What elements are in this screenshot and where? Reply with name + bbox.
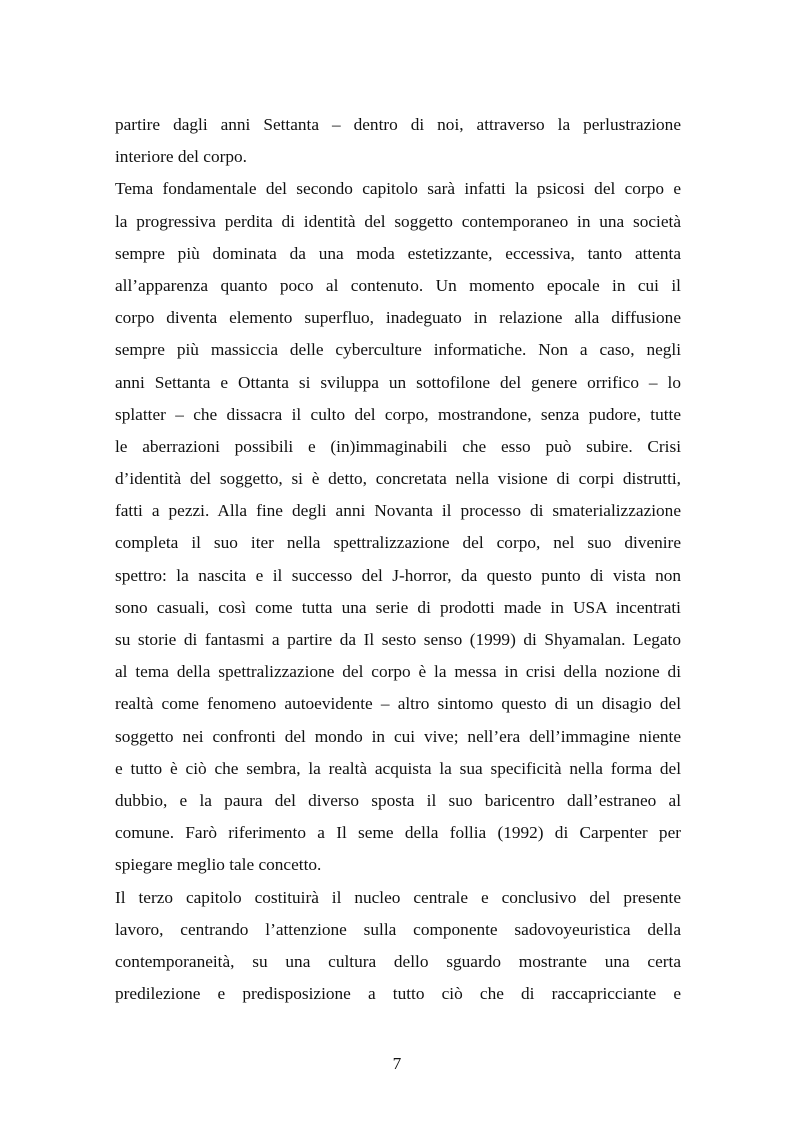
text-line: soggetto nei confronti del mondo in cui vive; nell’era dell’immagine niente [115,726,681,746]
text-line: interiore del corpo. [115,147,247,167]
text-line: anni Settanta e Ottanta si sviluppa un sottofilone del genere orrifico – lo [115,372,681,392]
text-line: e tutto è ciò che sembra, la realtà acquista la sua specificità nella forma del [115,758,681,778]
text-line: spiegare meglio tale concetto. [115,855,322,875]
text-line: sempre più dominata da una moda estetizzante, eccessiva, tanto attenta [115,243,681,263]
text-line: predilezione e predisposizione a tutto ciò che di raccapricciante e [115,984,681,1004]
text-line: spettro: la nascita e il successo del J-horror, da questo punto di vista non [115,565,681,585]
text-line: al tema della spettralizzazione del corpo è la messa in crisi della nozione di [115,662,681,682]
text-line: lavoro, centrando l’attenzione sulla componente sadovoyeuristica della [115,919,681,939]
text-line: completa il suo iter nella spettralizzazione del corpo, nel suo divenire [115,533,681,553]
text-line: Il terzo capitolo costituirà il nucleo centrale e conclusivo del presente [115,887,681,907]
text-line: dubbio, e la paura del diverso sposta il suo baricentro dall’estraneo al [115,790,681,810]
text-line: d’identità del soggetto, si è detto, concretata nella visione di corpi distrutti, [115,469,681,489]
text-line: realtà come fenomeno autoevidente – altro sintomo questo di un disagio del [115,694,681,714]
text-line: partire dagli anni Settanta – dentro di noi, attraverso la perlustrazione [115,115,681,134]
text-line: fatti a pezzi. Alla fine degli anni Novanta il processo di smaterializzazione [115,501,681,521]
text-line: su storie di fantasmi a partire da Il sesto senso (1999) di Shyamalan. Legato [115,630,681,649]
text-line: le aberrazioni possibili e (in)immaginabili che esso può subire. Crisi [115,436,681,456]
text-line: all’apparenza quanto poco al contenuto. Un momento epocale in cui il [115,275,681,295]
text-line: Tema fondamentale del secondo capitolo sarà infatti la psicosi del corpo e [115,179,681,199]
document-body [115,109,681,1010]
text-line: corpo diventa elemento superfluo, inadeguato in relazione alla diffusione [115,308,681,328]
text-line: contemporaneità, su una cultura dello sguardo mostrante una certa [115,951,681,971]
text-line: sempre più massiccia delle cyberculture informatiche. Non a caso, negli [115,340,681,360]
page-number: 7 [392,1054,402,1073]
text-line: la progressiva perdita di identità del soggetto contemporaneo in una società [115,211,681,231]
text-line: sono casuali, così come tutta una serie di prodotti made in USA incentrati [115,597,681,617]
text-line: splatter – che dissacra il culto del corpo, mostrandone, senza pudore, tutte [115,404,681,424]
text-line: comune. Farò riferimento a Il seme della follia (1992) di Carpenter per [115,823,681,843]
